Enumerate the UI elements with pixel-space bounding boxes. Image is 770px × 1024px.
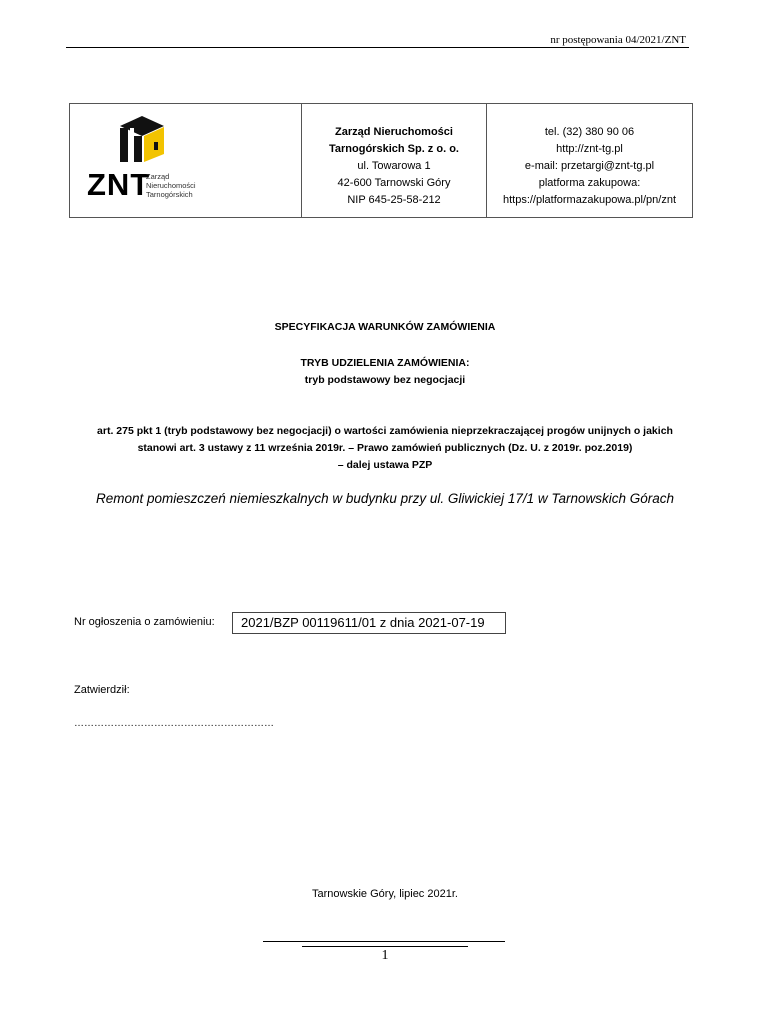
logo-letters: ZNT (87, 167, 151, 202)
project-title: Remont pomieszczeń niemieszkalnych w budynku przy ul. Gliwickiej 17/1 w Tarnowskich Górach (96, 491, 674, 506)
company-nip: NIP 645-25-58-212 (347, 194, 441, 206)
logo-cell (70, 104, 302, 217)
contact-tel: tel. (32) 380 90 06 (544, 126, 635, 138)
legal-basis-line: – dalej ustawa PZP (337, 459, 433, 471)
logo-subtitle (146, 172, 196, 199)
signature-line: …………………………………………………… (74, 718, 274, 729)
contact-platform-label: platforma zakupowa: (538, 177, 641, 189)
footer-rule-short (302, 946, 468, 947)
contact-cell (487, 104, 692, 217)
letterhead-table (69, 103, 693, 218)
header-rule (66, 47, 689, 48)
mode-title: TRYB UDZIELENIA ZAMÓWIENIA: (300, 357, 470, 369)
logo-sub-line: Nieruchomości (146, 181, 196, 190)
company-street: ul. Towarowa 1 (357, 160, 431, 172)
page-number: 1 (381, 948, 389, 963)
notice-number-field: 2021/BZP 00119611/01 z dnia 2021-07-19 (232, 612, 506, 634)
company-name: Zarząd Nieruchomości (335, 126, 453, 138)
spec-title: SPECYFIKACJA WARUNKÓW ZAMÓWIENIA (274, 321, 496, 333)
notice-label: Nr ogłoszenia o zamówieniu: (74, 616, 215, 628)
znt-logo-icon (114, 114, 170, 164)
contact-web-link[interactable]: http://znt-tg.pl (556, 143, 623, 155)
legal-basis-line: art. 275 pkt 1 (tryb podstawowy bez negocjacji) o wartości zamówienia nieprzekraczającej progów unijnych o jakich (97, 425, 673, 437)
mode-block (0, 355, 770, 389)
logo-sub-line: Tarnogórskich (146, 190, 193, 199)
logo-sub-line: Zarząd (146, 172, 170, 181)
company-cell (302, 104, 487, 217)
mode-value: tryb podstawowy bez negocjacji (304, 374, 466, 386)
legal-basis (70, 423, 700, 474)
case-number: nr postępowania 04/2021/ZNT (550, 34, 686, 46)
footer-rule (263, 941, 505, 942)
contact-platform-link[interactable]: https://platformazakupowa.pl/pn/znt (502, 194, 677, 206)
contact-email-link[interactable]: e-mail: przetargi@znt-tg.pl (524, 160, 655, 172)
approved-label: Zatwierdził: (74, 684, 130, 696)
place-date: Tarnowskie Góry, lipiec 2021r. (312, 888, 458, 900)
company-city: 42-600 Tarnowski Góry (337, 177, 451, 189)
company-name-2: Tarnogórskich Sp. z o. o. (329, 143, 459, 155)
legal-basis-line: stanowi art. 3 ustawy z 11 września 2019r. – Prawo zamówień publicznych (Dz. U. z 2019r. poz.2019) (137, 442, 633, 454)
